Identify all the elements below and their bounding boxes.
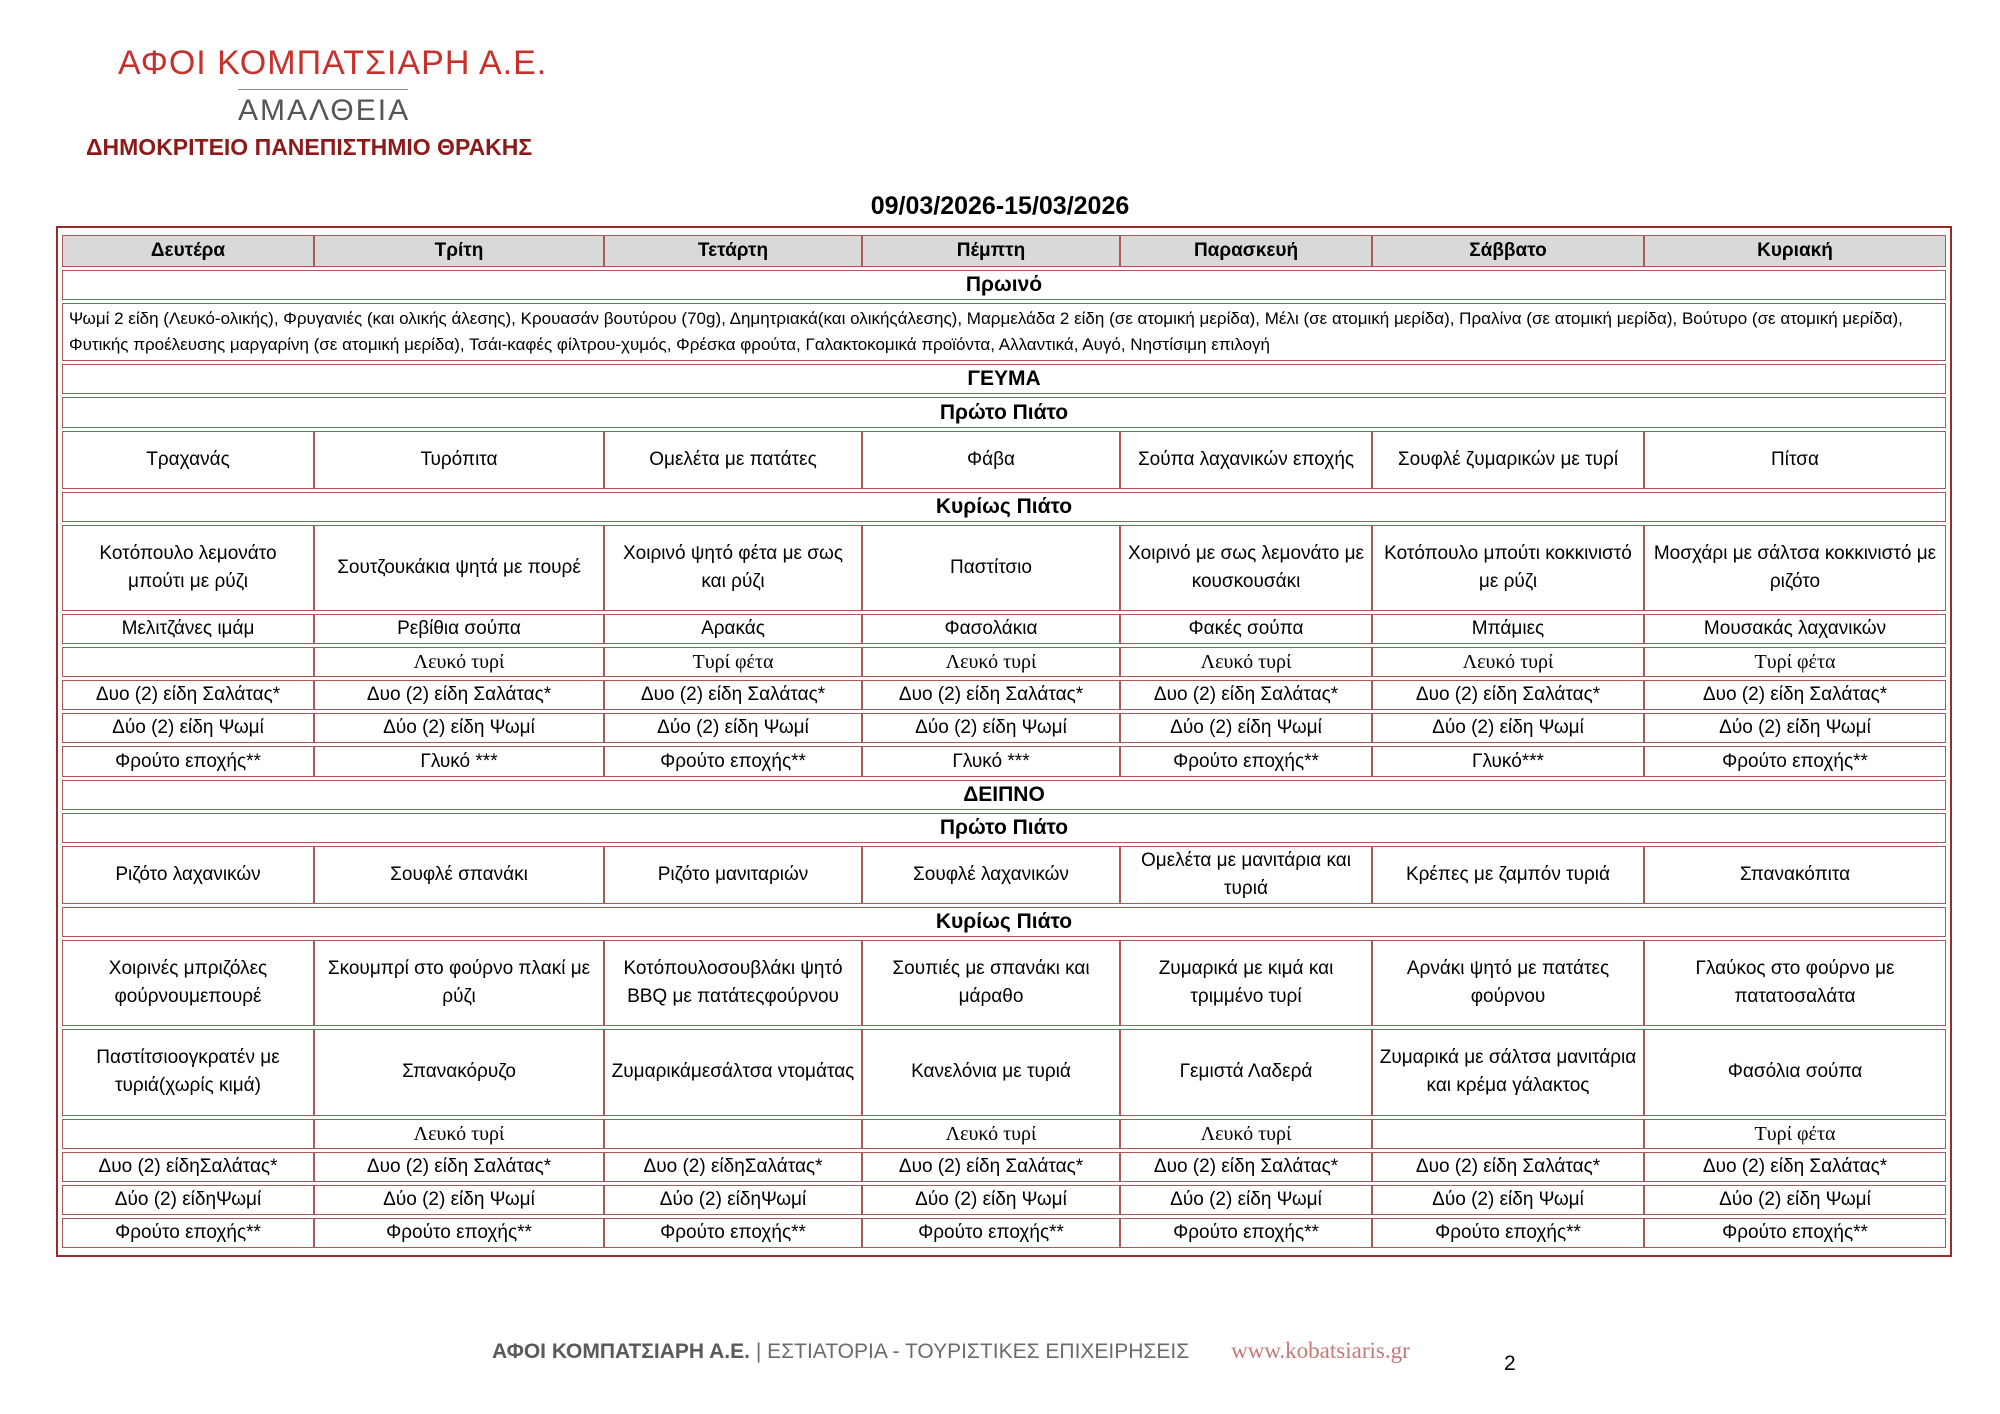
lunch-bread-cell: Δύο (2) είδη Ψωμί (862, 713, 1120, 743)
lunch-bread-cell: Δύο (2) είδη Ψωμί (62, 713, 314, 743)
breakfast-title: Πρωινό (62, 270, 1946, 300)
dinner-dessert-cell: Φρούτο εποχής** (314, 1218, 604, 1248)
dinner-bread-cell: Δύο (2) είδηΨωμί (62, 1185, 314, 1215)
company-logo (118, 44, 548, 128)
lunch-cheese-cell: Λευκό τυρί (314, 647, 604, 677)
dinner-first-course-cell: Σουφλέ σπανάκι (314, 846, 604, 904)
dinner-cheese-cell (604, 1119, 862, 1149)
university-name: ΔΗΜΟΚΡΙΤΕΙΟ ΠΑΝΕΠΙΣΤΗΜΙΟ ΘΡΑΚΗΣ (86, 134, 533, 160)
lunch-salad-cell: Δυο (2) είδη Σαλάτας* (862, 680, 1120, 710)
breakfast-title-row (62, 270, 1946, 300)
dinner-alternative-cell: Φασόλια σούπα (1644, 1029, 1946, 1115)
lunch-alternative-cell: Μελιτζάνες ιμάμ (62, 614, 314, 644)
lunch-dessert-cell: Γλυκό *** (862, 746, 1120, 776)
dinner-main-course-row (62, 940, 1946, 1026)
breakfast-items: Ψωμί 2 είδη (Λευκό-ολικής), Φρυγανιές (και ολικής άλεσης), Κρουασάν βουτύρου (70g), Δημητριακά(και ολικήςάλεσης), Μαρμελάδα 2 είδη (σε ατομική μερίδα), Μέλι (σε ατομική μερίδα), Πραλίνα (σε ατομική μερίδα), Βούτυρο (σε ατομική μερίδα), Φυτικής προέλευσης μαργαρίνη (σε ατομική μερίδα), Τσάι-καφές φίλτρου-χυμός, Φρέσκα φρούτα, Γαλακτοκομικά προϊόντα, Αλλαντικά, Αυγό, Νηστίσιμη επιλογή (62, 303, 1946, 361)
dinner-salad-cell: Δυο (2) είδη Σαλάτας* (1372, 1152, 1644, 1182)
lunch-alternative-cell: Ρεβίθια σούπα (314, 614, 604, 644)
lunch-title: ΓΕΥΜΑ (62, 364, 1946, 394)
lunch-first-course-cell: Σούπα λαχανικών εποχής (1120, 431, 1372, 489)
lunch-alternative-row (62, 614, 1946, 644)
dinner-salad-row (62, 1152, 1946, 1182)
dinner-cheese-cell: Λευκό τυρί (1120, 1119, 1372, 1149)
dinner-bread-cell: Δύο (2) είδηΨωμί (604, 1185, 862, 1215)
lunch-alternative-cell: Φασολάκια (862, 614, 1120, 644)
dinner-bread-cell: Δύο (2) είδη Ψωμί (1120, 1185, 1372, 1215)
lunch-cheese-cell: Λευκό τυρί (1120, 647, 1372, 677)
dinner-main-course-title-row (62, 907, 1946, 937)
dinner-main-course-cell: Σουπιές με σπανάκι και μάραθο (862, 940, 1120, 1026)
dinner-cheese-cell: Λευκό τυρί (314, 1119, 604, 1149)
footer-separator: | (755, 1340, 762, 1363)
lunch-bread-row (62, 713, 1946, 743)
lunch-dessert-cell: Γλυκό*** (1372, 746, 1644, 776)
dinner-dessert-cell: Φρούτο εποχής** (604, 1218, 862, 1248)
dinner-salad-cell: Δυο (2) είδη Σαλάτας* (862, 1152, 1120, 1182)
lunch-first-course-row (62, 431, 1946, 489)
dinner-main-course-title: Κυρίως Πιάτο (62, 907, 1946, 937)
lunch-main-course-cell: Μοσχάρι με σάλτσα κοκκινιστό με ριζότο (1644, 525, 1946, 611)
dinner-alternative-cell: Ζυμαρικάμεσάλτσα ντομάτας (604, 1029, 862, 1115)
lunch-first-course-title-row (62, 397, 1946, 427)
breakfast-items-row (62, 303, 1946, 361)
lunch-first-course-cell: Ομελέτα με πατάτες (604, 431, 862, 489)
dinner-dessert-cell: Φρούτο εποχής** (62, 1218, 314, 1248)
lunch-bread-cell: Δύο (2) είδη Ψωμί (1120, 713, 1372, 743)
dinner-salad-cell: Δυο (2) είδηΣαλάτας* (604, 1152, 862, 1182)
dinner-main-course-cell: Χοιρινές μπριζόλες φούρνουμεπουρέ (62, 940, 314, 1026)
lunch-main-course-cell: Κοτόπουλο λεμονάτο μπούτι με ρύζι (62, 525, 314, 611)
dinner-alternative-cell: Σπανακόρυζο (314, 1029, 604, 1115)
dinner-first-course-cell: Κρέπες με ζαμπόν τυριά (1372, 846, 1644, 904)
dinner-main-course-cell: Σκουμπρί στο φούρνο πλακί με ρύζι (314, 940, 604, 1026)
lunch-dessert-cell: Φρούτο εποχής** (1120, 746, 1372, 776)
dinner-main-course-cell: Γλαύκος στο φούρνο με πατατοσαλάτα (1644, 940, 1946, 1026)
lunch-main-course-cell: Παστίτσιο (862, 525, 1120, 611)
dinner-first-course-cell: Ριζότο λαχανικών (62, 846, 314, 904)
lunch-cheese-cell: Λευκό τυρί (862, 647, 1120, 677)
lunch-main-course-title-row (62, 492, 1946, 522)
dinner-bread-cell: Δύο (2) είδη Ψωμί (862, 1185, 1120, 1215)
lunch-main-course-cell: Κοτόπουλο μπούτι κοκκινιστό με ρύζι (1372, 525, 1644, 611)
dinner-first-course-cell: Ριζότο μανιταριών (604, 846, 862, 904)
day-header: Τετάρτη (604, 235, 862, 267)
logo-divider (238, 89, 408, 90)
lunch-main-course-title: Κυρίως Πιάτο (62, 492, 1946, 522)
lunch-title-row (62, 364, 1946, 394)
dinner-alternative-cell: Παστίτσιοογκρατέν με τυριά(χωρίς κιμά) (62, 1029, 314, 1115)
day-header: Κυριακή (1644, 235, 1946, 267)
dinner-alternative-cell: Γεμιστά Λαδερά (1120, 1029, 1372, 1115)
week-range: 09/03/2026-15/03/2026 (870, 192, 1130, 220)
lunch-first-course-title: Πρώτο Πιάτο (62, 397, 1946, 427)
logo-brand-name: ΑΜΑΛΘΕΙΑ (238, 94, 411, 127)
day-header: Παρασκευή (1120, 235, 1372, 267)
lunch-alternative-cell: Αρακάς (604, 614, 862, 644)
dinner-main-course-cell: Ζυμαρικά με κιμά και τριμμένο τυρί (1120, 940, 1372, 1026)
lunch-bread-cell: Δύο (2) είδη Ψωμί (1644, 713, 1946, 743)
lunch-first-course-cell: Τυρόπιτα (314, 431, 604, 489)
lunch-bread-cell: Δύο (2) είδη Ψωμί (1372, 713, 1644, 743)
lunch-cheese-cell: Τυρί φέτα (1644, 647, 1946, 677)
dinner-main-course-cell: Κοτόπουλοσουβλάκι ψητό BBQ με πατάτεςφούρνου (604, 940, 862, 1026)
lunch-main-course-cell: Σουτζουκάκια ψητά με πουρέ (314, 525, 604, 611)
dinner-dessert-cell: Φρούτο εποχής** (1372, 1218, 1644, 1248)
dinner-bread-row (62, 1185, 1946, 1215)
lunch-salad-cell: Δυο (2) είδη Σαλάτας* (1120, 680, 1372, 710)
lunch-first-course-cell: Τραχανάς (62, 431, 314, 489)
lunch-cheese-cell: Τυρί φέτα (604, 647, 862, 677)
lunch-first-course-cell: Φάβα (862, 431, 1120, 489)
logo-company-name: ΑΦΟΙ ΚΟΜΠΑΤΣΙΑΡΗ Α.Ε. (118, 44, 548, 82)
dinner-first-course-cell: Σπανακόπιτα (1644, 846, 1946, 904)
footer-website[interactable]: www.kobatsiaris.gr (1231, 1338, 1410, 1363)
menu-table (62, 232, 1946, 1251)
dinner-bread-cell: Δύο (2) είδη Ψωμί (314, 1185, 604, 1215)
lunch-dessert-cell: Φρούτο εποχής** (1644, 746, 1946, 776)
lunch-alternative-cell: Μουσακάς λαχανικών (1644, 614, 1946, 644)
dinner-salad-cell: Δυο (2) είδη Σαλάτας* (314, 1152, 604, 1182)
dinner-alternative-cell: Ζυμαρικά με σάλτσα μανιτάρια και κρέμα γάλακτος (1372, 1029, 1644, 1115)
lunch-salad-row (62, 680, 1946, 710)
dinner-salad-cell: Δυο (2) είδη Σαλάτας* (1120, 1152, 1372, 1182)
dinner-alternative-row (62, 1029, 1946, 1115)
lunch-salad-cell: Δυο (2) είδη Σαλάτας* (62, 680, 314, 710)
dinner-cheese-cell: Τυρί φέτα (1644, 1119, 1946, 1149)
footer-company: ΑΦΟΙ ΚΟΜΠΑΤΣΙΑΡΗ Α.Ε. (492, 1340, 750, 1363)
page-footer (492, 1338, 1410, 1364)
day-header: Πέμπτη (862, 235, 1120, 267)
dinner-main-course-cell: Αρνάκι ψητό με πατάτες φούρνου (1372, 940, 1644, 1026)
dinner-dessert-row (62, 1218, 1946, 1248)
day-header: Σάββατο (1372, 235, 1644, 267)
day-header: Τρίτη (314, 235, 604, 267)
dinner-first-course-cell: Σουφλέ λαχανικών (862, 846, 1120, 904)
dinner-salad-cell: Δυο (2) είδηΣαλάτας* (62, 1152, 314, 1182)
weekly-menu (56, 226, 1952, 1257)
dinner-dessert-cell: Φρούτο εποχής** (1644, 1218, 1946, 1248)
lunch-cheese-cell: Λευκό τυρί (1372, 647, 1644, 677)
lunch-dessert-cell: Φρούτο εποχής** (62, 746, 314, 776)
dinner-cheese-cell (1372, 1119, 1644, 1149)
page-number: 2 (1504, 1352, 1516, 1375)
dinner-dessert-cell: Φρούτο εποχής** (1120, 1218, 1372, 1248)
dinner-dessert-cell: Φρούτο εποχής** (862, 1218, 1120, 1248)
lunch-salad-cell: Δυο (2) είδη Σαλάτας* (314, 680, 604, 710)
day-header-row (62, 235, 1946, 267)
lunch-first-course-cell: Πίτσα (1644, 431, 1946, 489)
lunch-main-course-cell: Χοιρινό ψητό φέτα με σως και ρύζι (604, 525, 862, 611)
dinner-first-course-cell: Ομελέτα με μανιτάρια και τυριά (1120, 846, 1372, 904)
dinner-title: ΔΕΙΠΝΟ (62, 780, 1946, 810)
lunch-cheese-row (62, 647, 1946, 677)
dinner-first-course-title-row (62, 813, 1946, 843)
lunch-dessert-cell: Φρούτο εποχής** (604, 746, 862, 776)
footer-tagline: ΕΣΤΙΑΤΟΡΙΑ - ΤΟΥΡΙΣΤΙΚΕΣ ΕΠΙΧΕΙΡΗΣΕΙΣ (767, 1340, 1190, 1363)
dinner-alternative-cell: Κανελόνια με τυριά (862, 1029, 1120, 1115)
lunch-salad-cell: Δυο (2) είδη Σαλάτας* (1372, 680, 1644, 710)
lunch-cheese-cell (62, 647, 314, 677)
lunch-alternative-cell: Φακές σούπα (1120, 614, 1372, 644)
lunch-main-course-row (62, 525, 1946, 611)
lunch-main-course-cell: Χοιρινό με σως λεμονάτο με κουσκουσάκι (1120, 525, 1372, 611)
lunch-first-course-cell: Σουφλέ ζυμαρικών με τυρί (1372, 431, 1644, 489)
dinner-title-row (62, 780, 1946, 810)
dinner-first-course-title: Πρώτο Πιάτο (62, 813, 1946, 843)
lunch-bread-cell: Δύο (2) είδη Ψωμί (604, 713, 862, 743)
lunch-salad-cell: Δυο (2) είδη Σαλάτας* (1644, 680, 1946, 710)
dinner-bread-cell: Δύο (2) είδη Ψωμί (1644, 1185, 1946, 1215)
dinner-cheese-row (62, 1119, 1946, 1149)
lunch-salad-cell: Δυο (2) είδη Σαλάτας* (604, 680, 862, 710)
lunch-dessert-row (62, 746, 1946, 776)
dinner-salad-cell: Δυο (2) είδη Σαλάτας* (1644, 1152, 1946, 1182)
dinner-bread-cell: Δύο (2) είδη Ψωμί (1372, 1185, 1644, 1215)
lunch-bread-cell: Δύο (2) είδη Ψωμί (314, 713, 604, 743)
lunch-dessert-cell: Γλυκό *** (314, 746, 604, 776)
lunch-alternative-cell: Μπάμιες (1372, 614, 1644, 644)
dinner-first-course-row (62, 846, 1946, 904)
day-header: Δευτέρα (62, 235, 314, 267)
dinner-cheese-cell: Λευκό τυρί (862, 1119, 1120, 1149)
dinner-cheese-cell (62, 1119, 314, 1149)
